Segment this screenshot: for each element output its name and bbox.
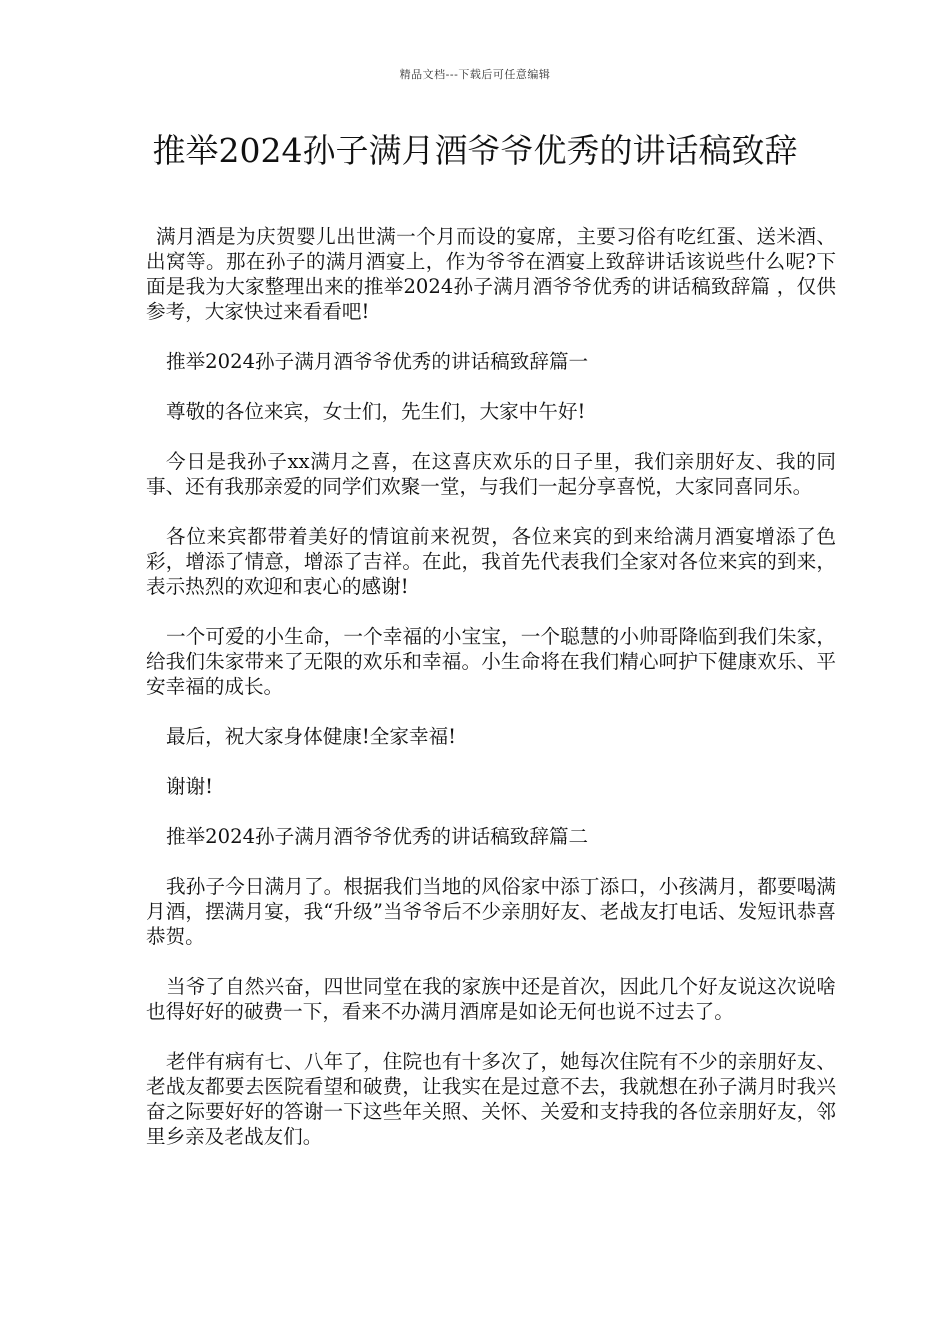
section2-paragraph-2: 当爷了自然兴奋，四世同堂在我的家族中还是首次，因此几个好友说这次说啥也得好好的破费一下，看来不办满月酒席是如论无何也说不过去了。 — [146, 975, 836, 1023]
section1-paragraph-1: 今日是我孙子xx满月之喜，在这喜庆欢乐的日子里，我们亲朋好友、我的同事、还有我那亲爱的同学们欢聚一堂，与我们一起分享喜悦，大家同喜同乐。 — [146, 450, 836, 498]
greeting-line: 尊敬的各位来宾，女士们，先生们，大家中午好! — [166, 400, 586, 423]
section-heading-1: 推举2024孙子满月酒爷爷优秀的讲话稿致辞篇一 — [166, 350, 589, 373]
intro-paragraph: 满月酒是为庆贺婴儿出世满一个月而设的宴席，主要习俗有吃红蛋、送米酒、出窝等。那在孙子的满月酒宴上，作为爷爷在酒宴上致辞讲话该说些什么呢?下面是我为大家整理出来的推举2024孙子满月酒爷爷优秀的讲话稿致辞篇 ，仅供参考，大家快过来看看吧! — [146, 225, 836, 323]
thanks-line: 谢谢! — [166, 775, 214, 798]
section-heading-2: 推举2024孙子满月酒爷爷优秀的讲话稿致辞篇二 — [166, 825, 589, 848]
document-body — [146, 224, 836, 1149]
section1-paragraph-2: 各位来宾都带着美好的情谊前来祝贺，各位来宾的到来给满月酒宴增添了色彩，增添了情意，增添了吉祥。在此，我首先代表我们全家对各位来宾的到来，表示热烈的欢迎和衷心的感谢! — [146, 525, 836, 598]
section2-paragraph-3: 老伴有病有七、八年了，住院也有十多次了，她每次住院有不少的亲朋好友、老战友都要去医院看望和破费，让我实在是过意不去，我就想在孙子满月时我兴奋之际要好好的答谢一下这些年关照、关怀、关爱和支持我的各位亲朋好友，邻里乡亲及老战友们。 — [146, 1050, 836, 1148]
section1-paragraph-3: 一个可爱的小生命，一个幸福的小宝宝，一个聪慧的小帅哥降临到我们朱家，给我们朱家带来了无限的欢乐和幸福。小生命将在我们精心呵护下健康欢乐、平安幸福的成长。 — [146, 625, 836, 698]
closing-line: 最后，祝大家身体健康!全家幸福! — [166, 725, 457, 748]
section2-paragraph-1: 我孙子今日满月了。根据我们当地的风俗家中添丁添口，小孩满月，都要喝满月酒，摆满月宴，我“升级”当爷爷后不少亲朋好友、老战友打电话、发短讯恭喜恭贺。 — [146, 875, 836, 948]
page-header: 精品文档---下载后可任意编辑 — [399, 68, 551, 81]
document-title: 推举2024孙子满月酒爷爷优秀的讲话稿致辞 — [152, 131, 798, 170]
